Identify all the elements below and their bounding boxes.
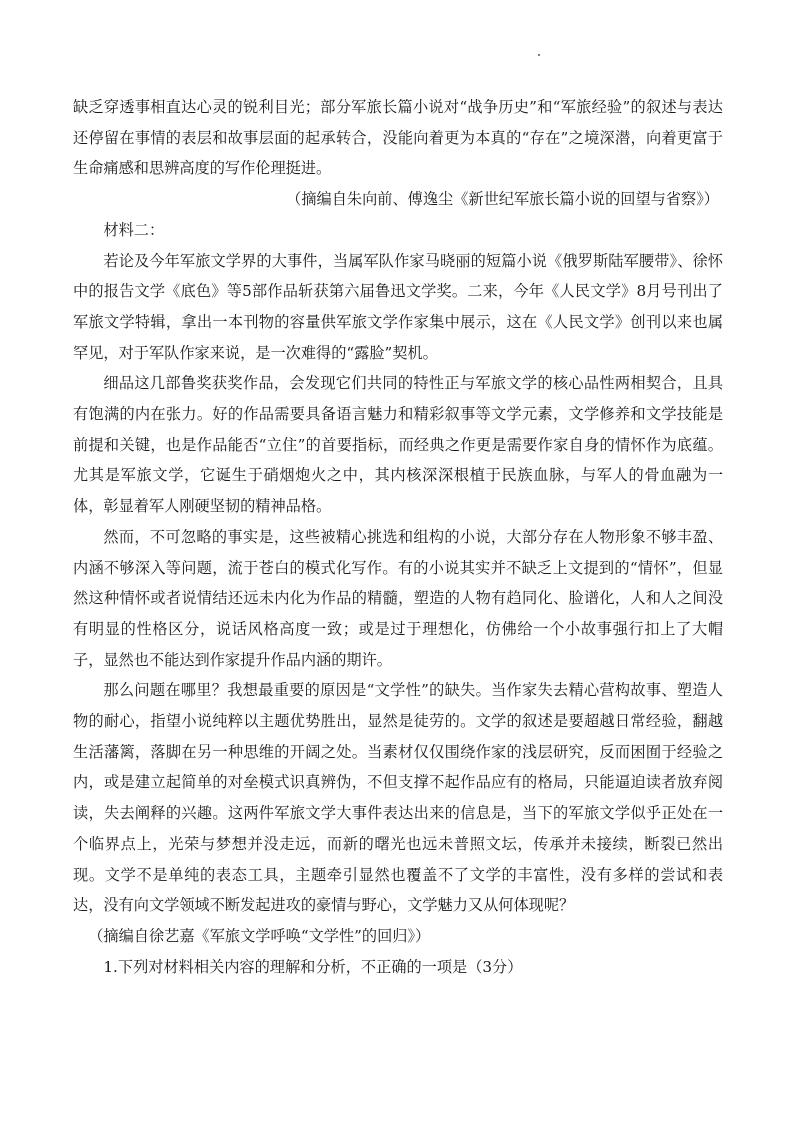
material2-paragraph-4: 那么问题在哪里？我想最重要的原因是“文学性”的缺失。当作家失去精心营构故事、塑造人物的耐心，指望小说纯粹以主题优势胜出，显然是徒劳的。文学的叙述是要超越日常经验，翻越生活藩篱，落脚在另一种思维的开阔之处。当素材仅仅围绕作家的浅层研究，反而困囿于经验之内，或是建立起简单的对垒模式识真辨伪，不但支撑不起作品应有的格局，只能逼迫读者放弃阅读，失去阐释的兴趣。这两件军旅文学大事件表达出来的信息是，当下的军旅文学似乎正处在一个临界点上，光荣与梦想并没走远，而新的曙光也远未普照文坛，传承并未接续，断裂已然出现。文学不是单纯的表态工具，主题牵引显然也覆盖不了文学的丰富性，没有多样的尝试和表达，没有向文学领域不断发起进攻的豪情与野心，文学魅力又从何体现呢？ bbox=[73, 681, 723, 915]
question-1-stem: 1.下列对材料相关内容的理解和分析，不正确的一项是（3分） bbox=[103, 957, 523, 976]
material2-paragraph-3: 然而，不可忽略的事实是，这些被精心挑选和组构的小说，大部分存在人物形象不够丰盈、内涵不够深入等问题，流于苍白的模式化写作。有的小说其实并不缺乏上文提到的“情怀”，但显然这种情怀或者说情结还远未内化为作品的精髓，塑造的人物有趋同化、脸谱化，人和人之间没有明显的性格区分，说话风格高度一致；或是过于理想化，仿佛给一个小故事强行扣上了大帽子，显然也不能达到作家提升作品内涵的期许。 bbox=[73, 527, 723, 669]
page-mark bbox=[538, 54, 540, 56]
material2-paragraph-1: 若论及今年军旅文学界的大事件，当属军队作家马晓丽的短篇小说《俄罗斯陆军腰带》、徐怀中的报告文学《底色》等5部作品斩获第六届鲁迅文学奖。二来，今年《人民文学》8月号刊出了军旅文学特辑，拿出一本刊物的容量供军旅文学作家集中展示，这在《人民文学》创刊以来也属罕见，对于军队作家来说，是一次难得的“露脸”契机。 bbox=[73, 251, 723, 362]
material2-heading: 材料二： bbox=[103, 220, 165, 239]
document-body bbox=[73, 92, 723, 982]
material1-tail-paragraph: 缺乏穿透事相直达心灵的锐利目光；部分军旅长篇小说对“战争历史”和“军旅经验”的叙述与表达还停留在事情的表层和故事层面的起承转合，没能向着更为本真的“存在”之境深潜，向着更富于生命痛感和思辨高度的写作伦理挺进。 bbox=[73, 98, 723, 178]
material1-source: （摘编自朱向前、傅逸尘《新世纪军旅长篇小说的回望与省察》） bbox=[286, 190, 719, 209]
material2-paragraph-2: 细品这几部鲁奖获奖作品，会发现它们共同的特性正与军旅文学的核心品性两相契合，且具有饱满的内在张力。好的作品需要具备语言魅力和精彩叙事等文学元素，文学修养和文学技能是前提和关键，也是作品能否“立住”的首要指标，而经典之作更是需要作家自身的情怀作为底蕴。尤其是军旅文学，它诞生于硝烟炮火之中，其内核深深根植于民族血脉，与军人的骨血融为一体，彰显着军人刚硬坚韧的精神品格。 bbox=[73, 374, 723, 516]
material2-source: （摘编自徐艺嘉《军旅文学呼唤“文学性”的回归》） bbox=[88, 926, 431, 945]
